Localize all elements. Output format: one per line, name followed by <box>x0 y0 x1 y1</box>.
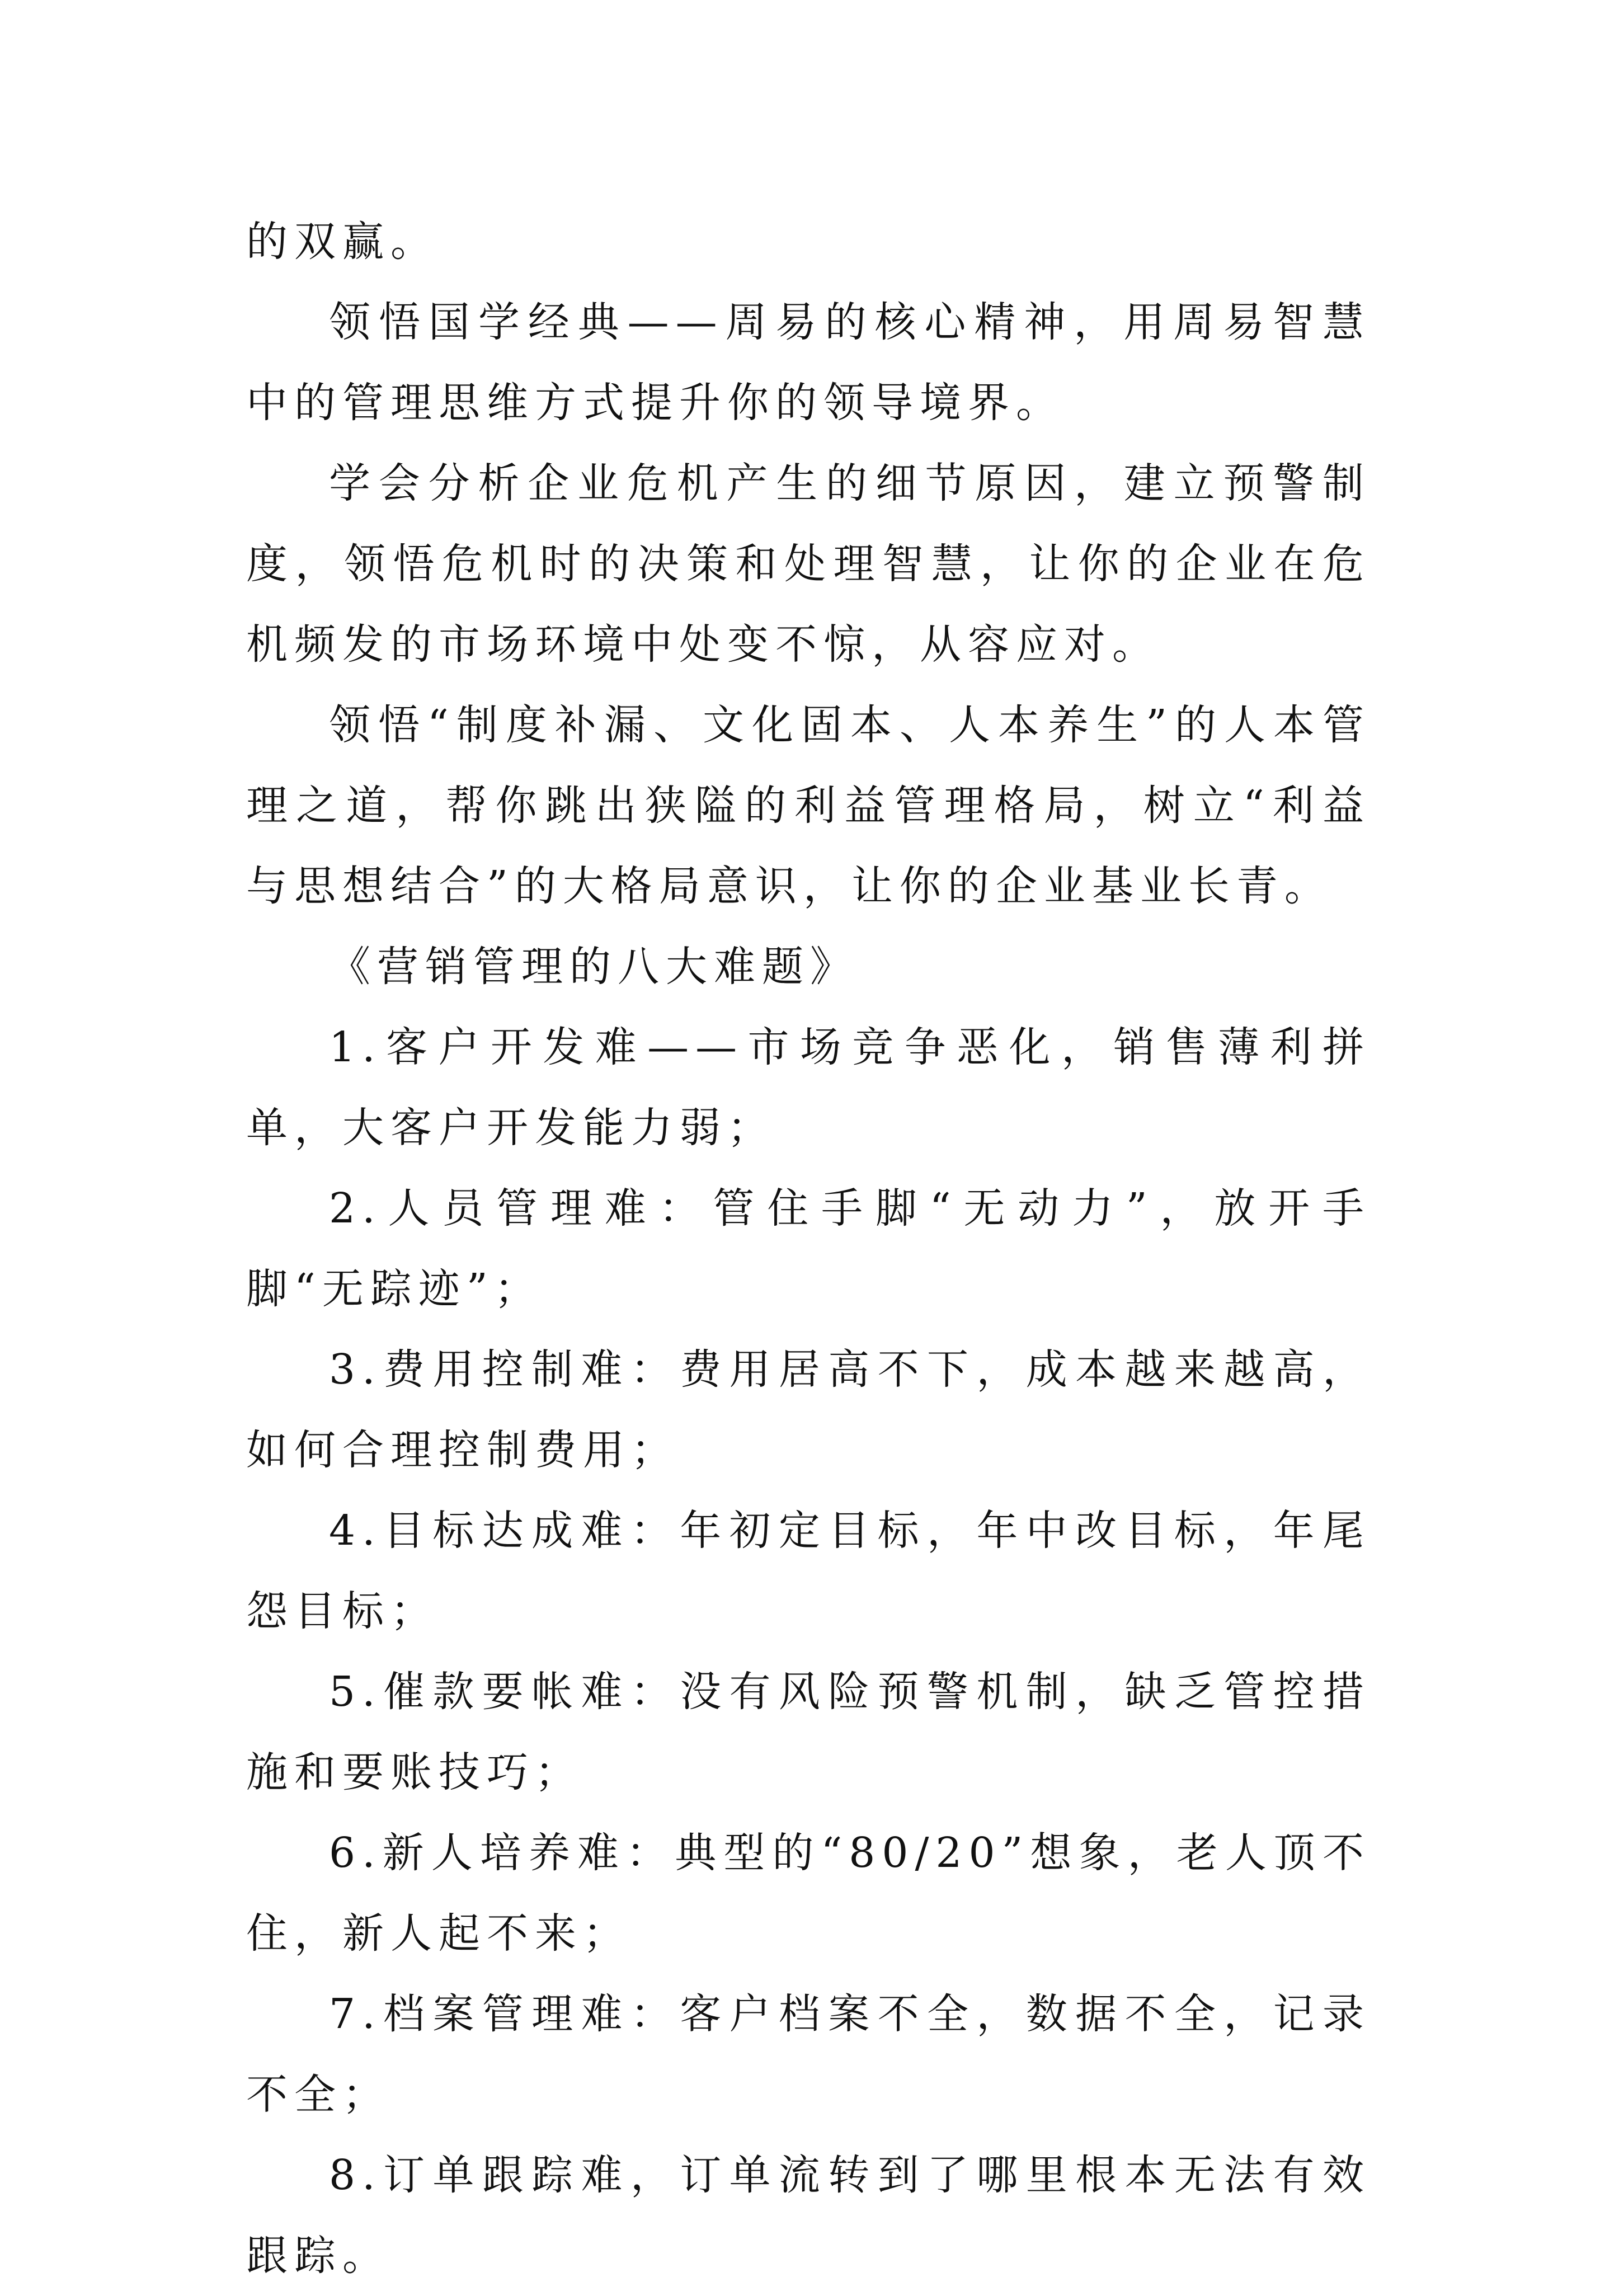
section-title: 《营销管理的八大难题》 <box>329 943 858 991</box>
paragraph-continuation: 的双赢。 <box>246 218 439 266</box>
paragraph-zhouyi: 领悟国学经典——周易的核心精神，用周易智慧中的管理思维方式提升你的领导境界。 <box>246 298 1371 427</box>
list-item: 1.客户开发难——市场竞争恶化，销售薄利拼单，大客户开发能力弱； <box>246 1023 1371 1152</box>
paragraph-crisis: 学会分析企业危机产生的细节原因，建立预警制度，领悟危机时的决策和处理智慧，让你的企业在危机频发的市场环境中处变不惊，从容应对。 <box>246 459 1371 669</box>
list-item: 7.档案管理难：客户档案不全，数据不全，记录不全； <box>246 1990 1371 2119</box>
document-body <box>246 201 1371 2296</box>
list-item: 3.费用控制难：费用居高不下，成本越来越高，如何合理控制费用； <box>246 1345 1371 1474</box>
list-item: 6.新人培养难：典型的“80/20”想象，老人顶不住，新人起不来； <box>246 1829 1371 1958</box>
list-item: 4.目标达成难：年初定目标，年中改目标，年尾怨目标； <box>246 1507 1371 1635</box>
list-item: 8.订单跟踪难，订单流转到了哪里根本无法有效跟踪。 <box>246 2151 1371 2280</box>
list-item: 2.人员管理难：管住手脚“无动力”，放开手脚“无踪迹”； <box>246 1184 1371 1313</box>
paragraph-humanistic-management: 领悟“制度补漏、文化固本、人本养生”的人本管理之道，帮你跳出狭隘的利益管理格局，树立“利益与思想结合”的大格局意识，让你的企业基业长青。 <box>246 701 1371 910</box>
list-item: 5.催款要帐难：没有风险预警机制，缺乏管控措施和要账技巧； <box>246 1668 1371 1796</box>
